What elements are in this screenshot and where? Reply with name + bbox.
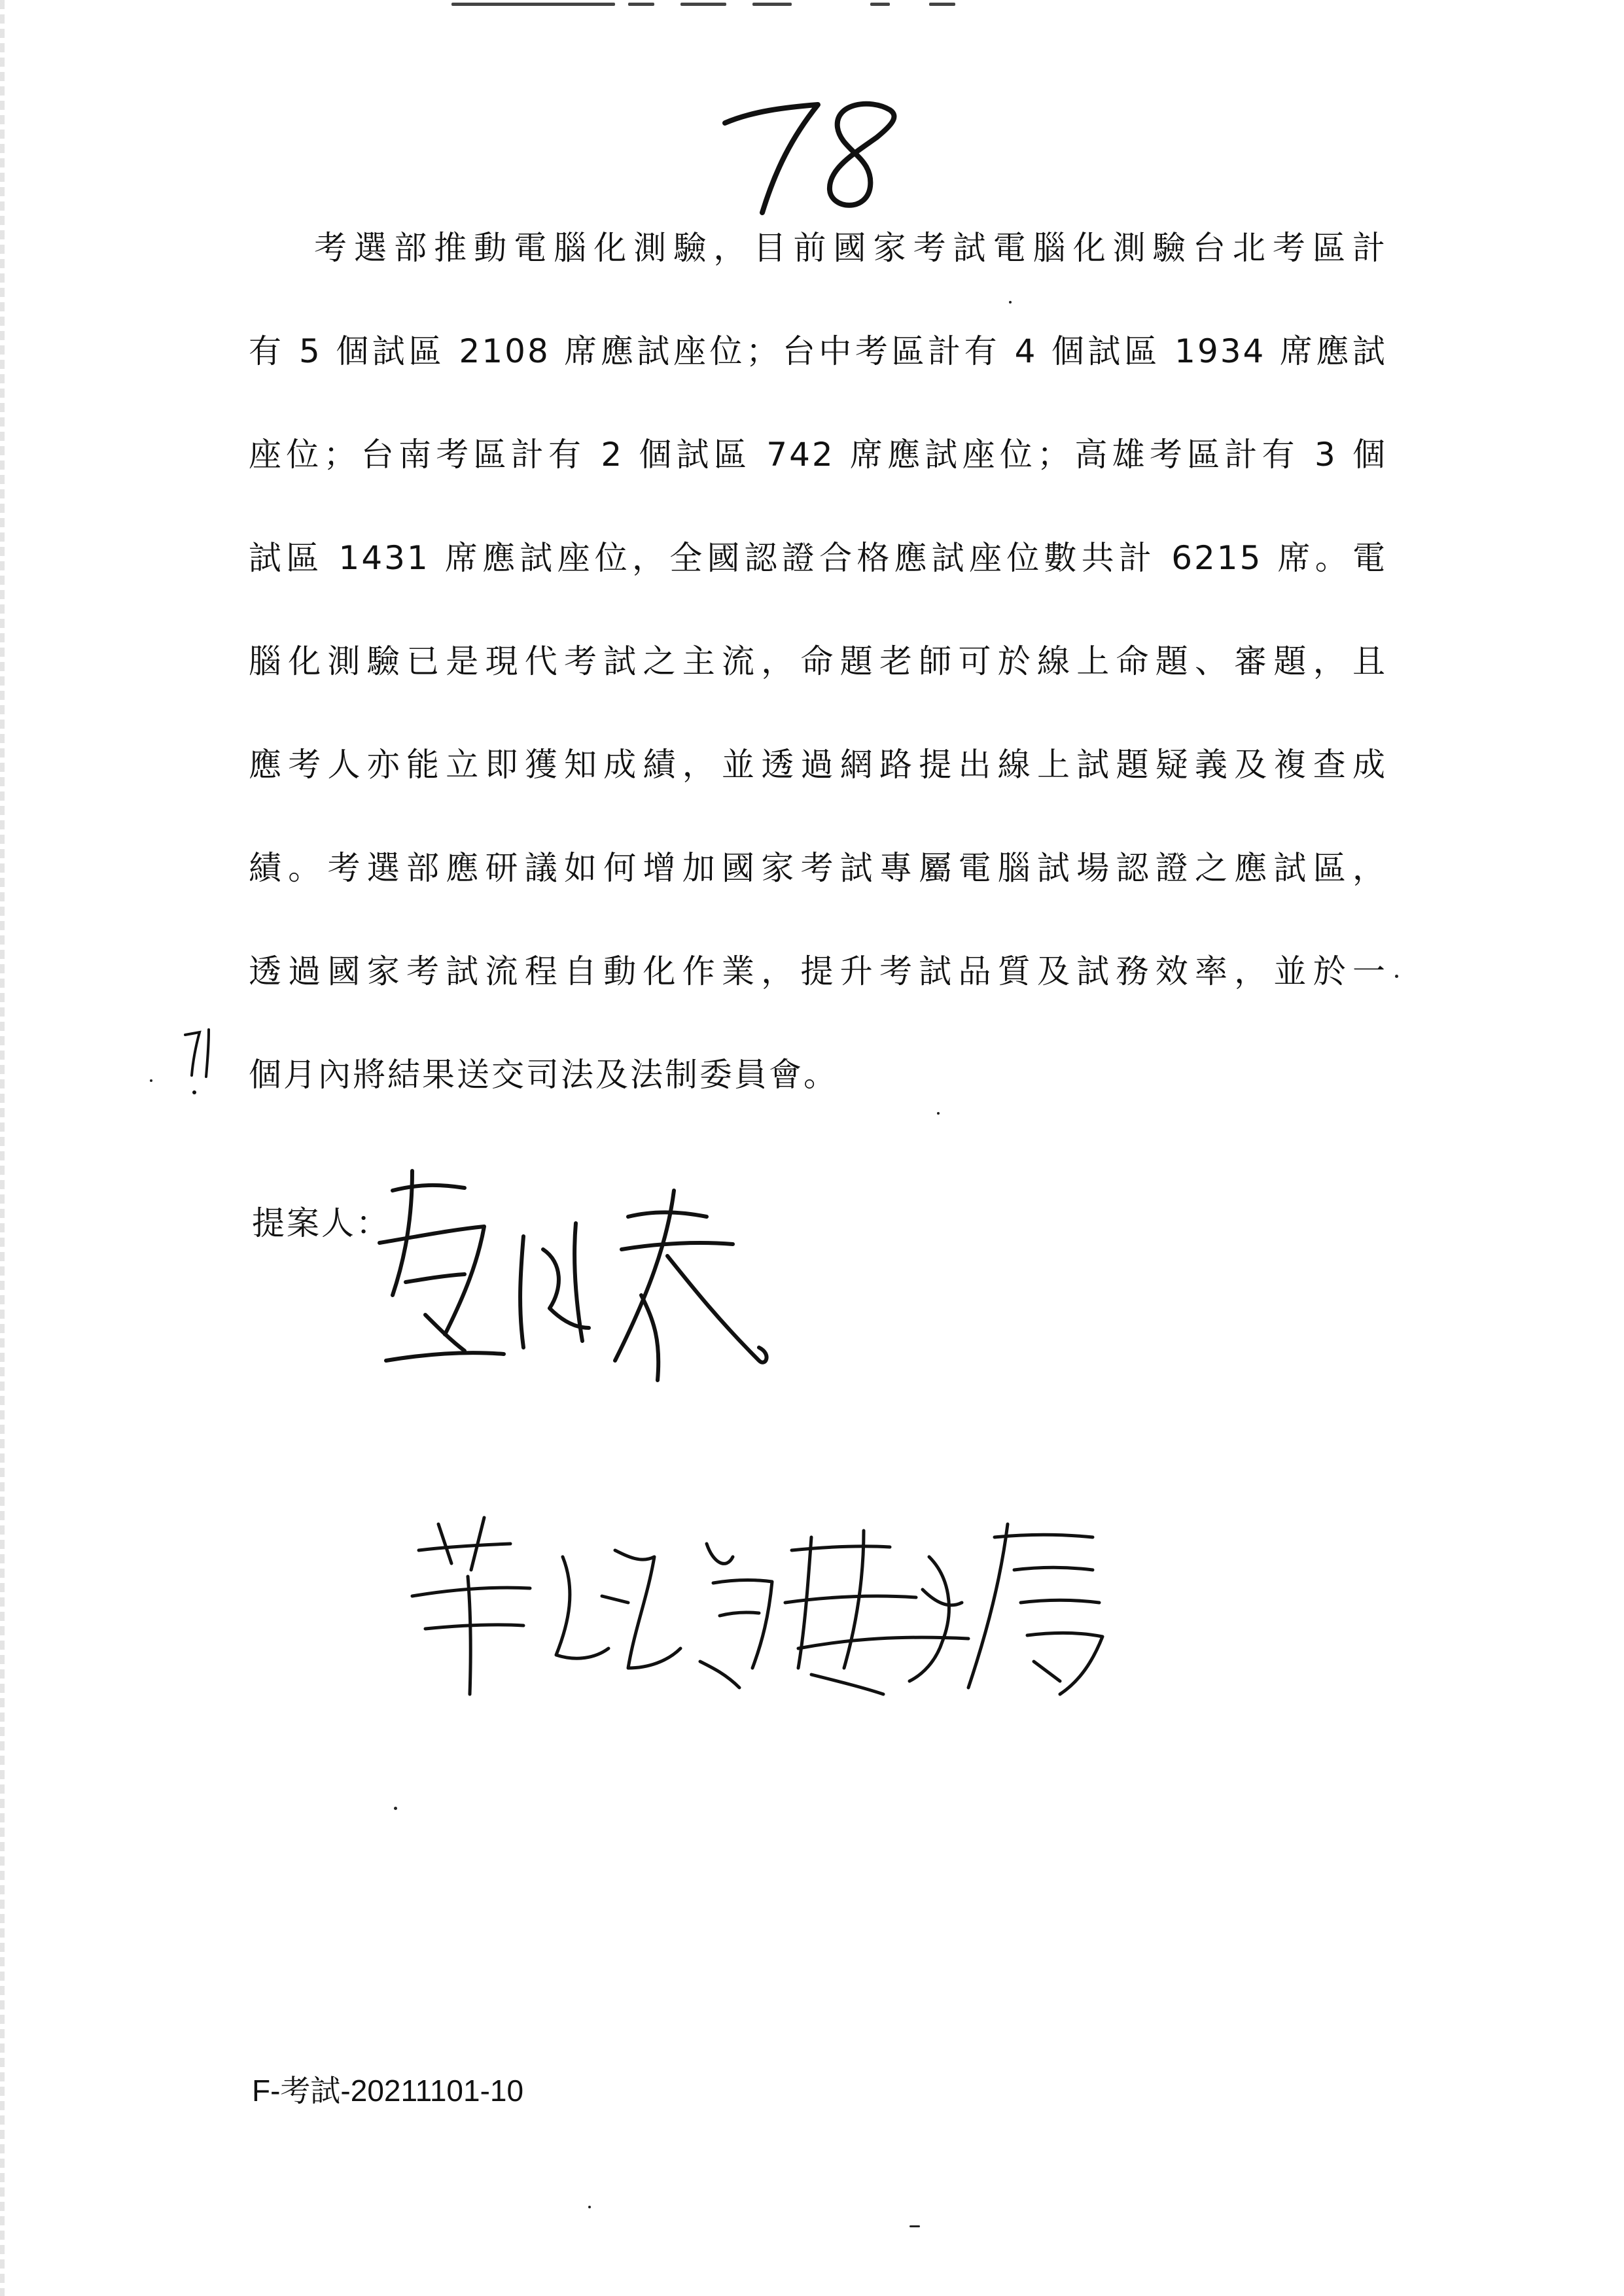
signature-stroke [667,1256,767,1363]
signature-stroke [419,1544,510,1550]
scan-speck [1395,975,1398,978]
text-line: 透過國家考試流程自動化作業，提升考試品質及試務效率，並於一 [249,952,1387,990]
scan-left-edge [0,0,5,2296]
scan-speck [1009,301,1012,304]
scan-speck [909,2225,920,2227]
signature-stroke [707,1544,733,1563]
signature-stroke [995,1535,1093,1537]
handwritten-signature [366,1164,785,1400]
proposer-label: 提案人： [252,1204,391,1242]
signature-stroke [615,1550,680,1668]
signature-stroke [923,1590,962,1605]
scan-speck [588,2206,591,2208]
signature-stroke [1021,1600,1099,1603]
signature-stroke [1014,1567,1093,1570]
signature-stroke [438,1524,451,1563]
text-line: 個月內將結果送交司法及法制委員會。 [249,1056,838,1094]
handwritten-margin-mark [180,1020,226,1099]
signature-stroke [622,1243,733,1249]
signature-stroke [700,1661,739,1688]
text-line: 座位；台南考區計有 2 個試區 742 席應試座位；高雄考區計有 3 個 [249,436,1387,474]
scan-top-mark [628,3,654,6]
signature-stroke [713,1580,772,1668]
scan-top-mark [752,3,792,6]
text-line: 腦化測驗已是現代考試之主流，命題老師可於線上命題、審題，且 [249,642,1387,680]
scan-top-mark [680,3,726,6]
signature-stroke [425,1315,465,1351]
signature-stroke [811,1675,883,1694]
margin-mark-stroke [185,1032,200,1075]
signature-stroke [425,1625,523,1629]
signature-stroke [556,1557,609,1658]
signature-stroke [628,1212,707,1217]
signature-stroke [520,1236,523,1348]
signature-stroke [1034,1661,1060,1681]
handwritten-page-number [713,92,909,222]
signature-stroke [386,1353,504,1361]
scan-speck [394,1807,397,1810]
text-line: 有 5 個試區 2108 席應試座位；台中考區計有 4 個試區 1934 席應試 [249,332,1387,370]
signature-stroke [602,1596,628,1603]
handwritten-signature [406,1498,1112,1714]
margin-mark-stroke [206,1030,209,1077]
text-line: 考選部推動電腦化測驗，目前國家考試電腦化測驗台北考區計 [314,229,1387,267]
text-line: 試區 1431 席應試座位，全國認證合格應試座位數共計 6215 席。電 [249,539,1387,577]
signature-stroke [412,1588,530,1596]
text-line: 應考人亦能立即獲知成績，並透過網路提出線上試題疑義及複查成 [249,746,1387,784]
signature-stroke [792,1546,890,1550]
handwritten-digit-8 [830,104,894,205]
signature-stroke [543,1249,589,1328]
signature-stroke [844,1531,864,1668]
scan-top-mark [451,3,615,6]
signature-stroke [406,1274,465,1282]
proposal-body [249,216,1387,1146]
signature-stroke [393,1185,465,1191]
handwritten-digit-7 [725,105,818,213]
signature-stroke [909,1557,949,1681]
signature-stroke [468,1576,470,1694]
signature-stroke [968,1524,1008,1688]
document-code: F-考試-20211101-10 [252,2074,524,2108]
signature-stroke [615,1191,674,1361]
signature-stroke [720,1612,759,1616]
text-line: 績。考選部應研議如何增加國家考試專屬電腦試場認證之應試區， [249,849,1387,887]
scan-speck [937,1112,940,1115]
scan-top-mark [929,3,955,6]
scan-speck [150,1079,152,1082]
signature-stroke [641,1295,658,1380]
signature-stroke [785,1596,916,1603]
scan-top-mark [870,3,890,6]
signature-stroke [574,1223,582,1341]
margin-mark-dot [192,1090,196,1094]
